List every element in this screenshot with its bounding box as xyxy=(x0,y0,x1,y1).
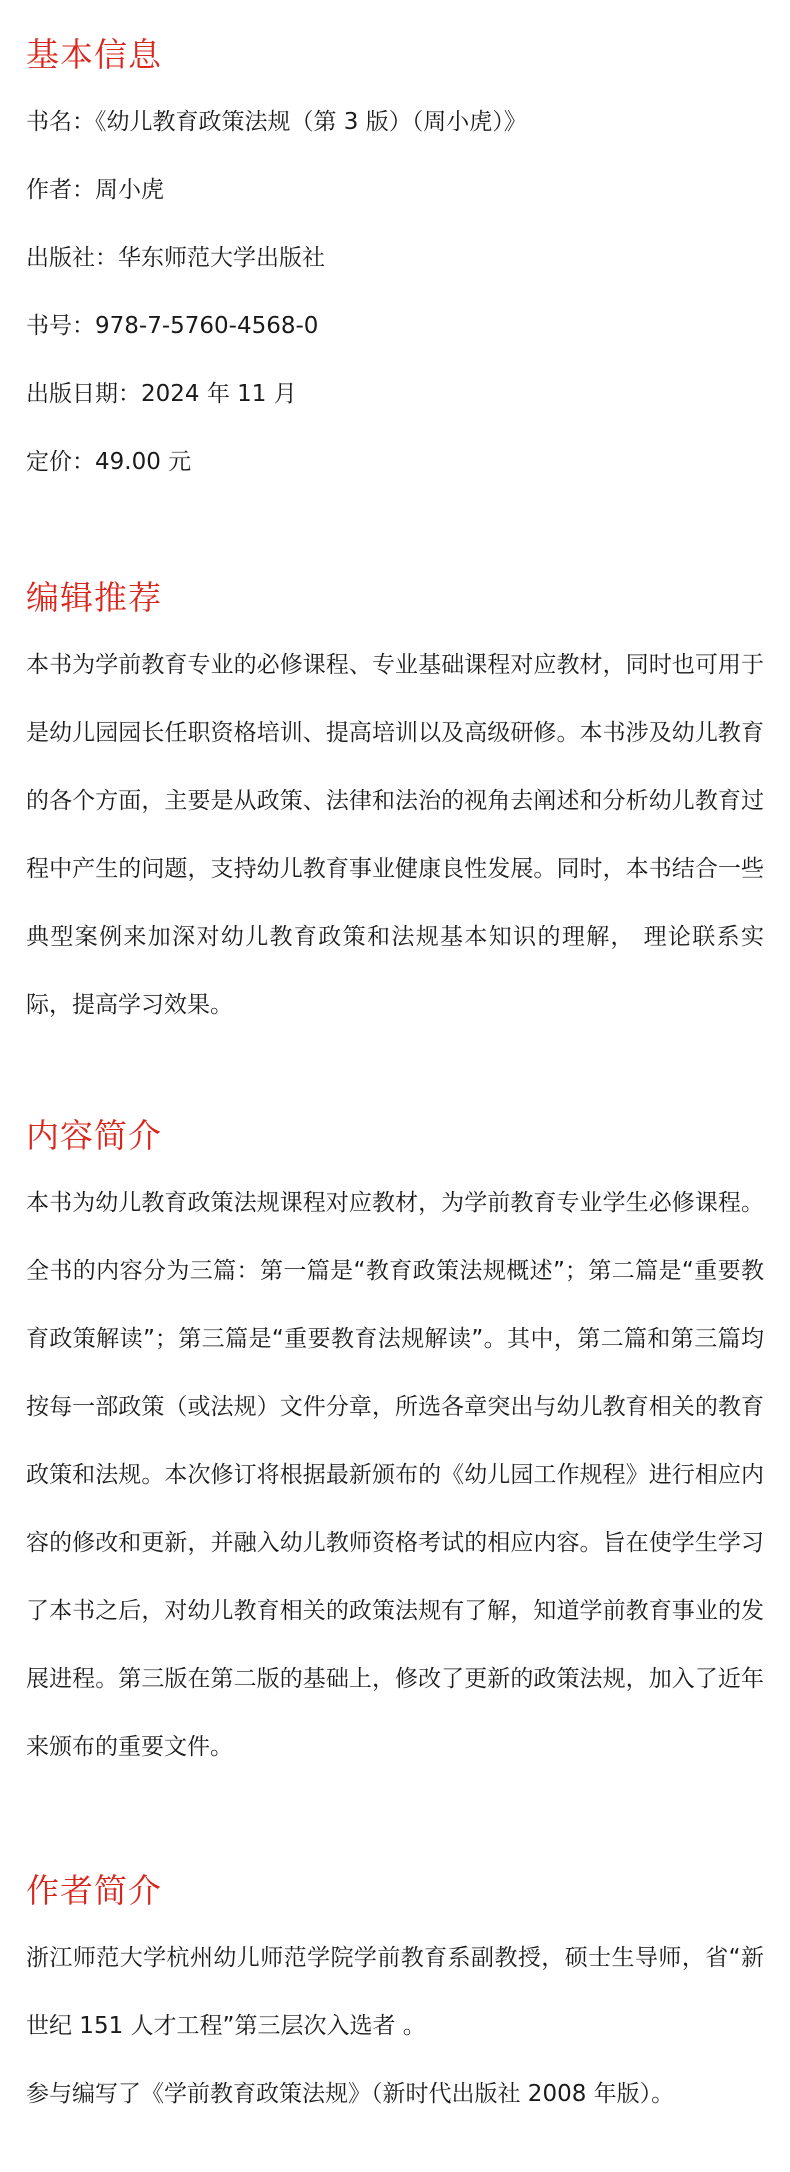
author-intro-text: 浙江师范大学杭州幼儿师范学院学前教育系副教授，硕士生导师，省“新世纪 151 人才工程”第三层次入选者 。 xyxy=(26,1945,764,2039)
book-publisher: 出版社：华东师范大学出版社 xyxy=(26,245,325,271)
author-intro-heading: 作者简介 xyxy=(26,1871,162,1910)
content-summary-heading: 内容简介 xyxy=(26,1116,162,1155)
basic-info-list xyxy=(26,88,764,496)
content-summary-text: 本书为幼儿教育政策法规课程对应教材，为学前教育专业学生必修课程。全书的内容分为三篇：第一篇是“教育政策法规概述”；第二篇是“重要教育政策解读”；第三篇是“重要教育法规解读”。其中，第二篇和第三篇均按每一部政策（或法规）文件分章，所选各章突出与幼儿教育相关的教育政策和法规。本次修订将根据最新颁布的《幼儿园工作规程》进行相应内容的修改和更新，并融入幼儿教师资格考试的相应内容。旨在使学生学习了本书之后，对幼儿教育相关的政策法规有了解，知道学前教育事业的发展进程。第三版在第二版的基础上，修改了更新的政策法规，加入了近年来颁布的重要文件。 xyxy=(26,1190,764,1760)
content-summary-section xyxy=(26,1115,764,1781)
editor-recommendation-text: 本书为学前教育专业的必修课程、专业基础课程对应教材，同时也可用于是幼儿园园长任职资格培训、提高培训以及高级研修。本书涉及幼儿教育的各个方面，主要是从政策、法律和法治的视角去阐述和分析幼儿教育过程中产生的问题，支持幼儿教育事业健康良性发展。同时，本书结合一些典型案例来加深对幼儿教育政策和法规基本知识的理解， 理论联系实际，提高学习效果。 xyxy=(26,652,764,1018)
book-name: 书名：《幼儿教育政策法规（第 3 版）（周小虎）》 xyxy=(26,109,527,135)
editor-recommendation-heading: 编辑推荐 xyxy=(26,578,162,617)
editor-recommendation-section xyxy=(26,577,764,1039)
basic-info-section xyxy=(26,34,764,496)
book-isbn: 书号：978-7-5760-4568-0 xyxy=(26,313,319,339)
author-intro-section xyxy=(26,1870,764,2128)
basic-info-heading: 基本信息 xyxy=(26,35,162,74)
book-price: 定价：49.00 元 xyxy=(26,449,192,475)
author-works-text: 参与编写了《学前教育政策法规》（新时代出版社 2008 年版）。 xyxy=(26,2081,675,2107)
book-publish-date: 出版日期：2024 年 11 月 xyxy=(26,381,297,407)
book-author: 作者：周小虎 xyxy=(26,177,164,203)
